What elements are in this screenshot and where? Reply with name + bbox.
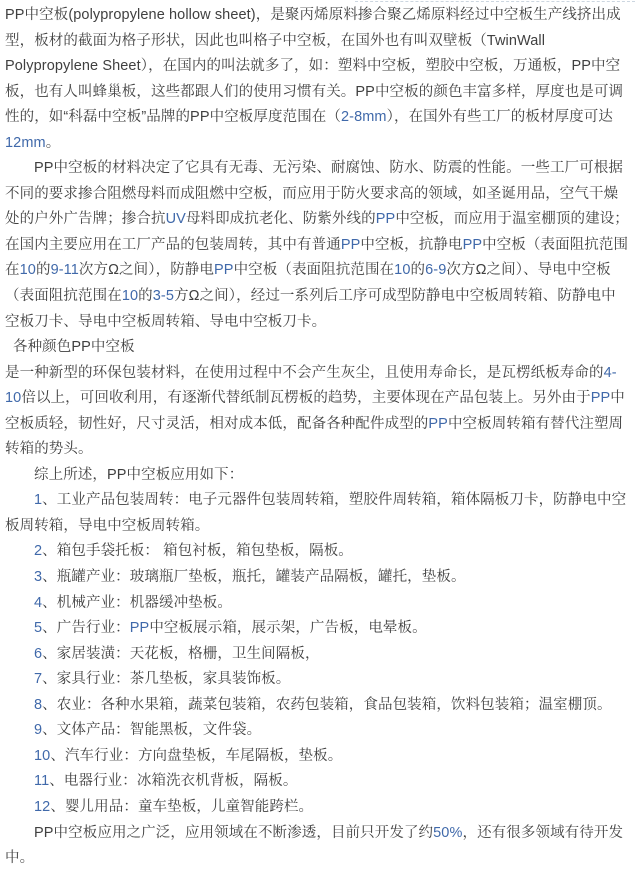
text-segment: 。 xyxy=(45,134,61,151)
text-segment: 中空板（表面阻抗范围在 xyxy=(233,262,395,279)
text-segment: 、婴儿用品：童车垫板，儿童智能跨栏。 xyxy=(50,798,314,815)
highlighted-text: 50% xyxy=(433,824,463,841)
text-segment: 综上所述，PP中空板应用如下： xyxy=(34,466,244,483)
highlighted-text: 10 xyxy=(34,747,51,764)
highlighted-text: 12 xyxy=(34,798,51,815)
eco-paragraph xyxy=(5,361,630,463)
text-segment: 中空板，而应用于温室棚顶的建设；在国内主要应用在工厂产品的包装周转，其中有普通 xyxy=(5,211,629,253)
text-segment: 、汽车行业：方向盘垫板，车尾隔板，垫板。 xyxy=(50,747,343,764)
text-segment: 、农业：各种水果箱，蔬菜包装箱，农药包装箱，食品包装箱，饮料包装箱；温室棚顶。 xyxy=(42,696,612,713)
highlighted-text: 2-8mm xyxy=(341,109,387,126)
highlighted-text: 7 xyxy=(34,671,43,688)
material-paragraph xyxy=(5,156,630,335)
text-segment: 、箱包手袋托板： 箱包衬板，箱包垫板，隔板。 xyxy=(42,543,353,560)
highlighted-text: 2 xyxy=(34,543,43,560)
highlighted-text: 6-9 xyxy=(425,262,447,279)
text-segment: 、文体产品：智能黑板，文件袋。 xyxy=(42,722,262,739)
highlighted-text: 6 xyxy=(34,645,43,662)
text-segment: PP中空板的材料决定了它具有无毒、无污染、耐腐蚀、防水、防震的性能。一些工厂可根据不同的要求掺合阻燃母料而成阻燃中空板，而应用于防火要求高的领域，如圣诞用品，空气干燥处的户外广告牌；掺合抗 xyxy=(5,160,623,228)
highlighted-text: 9-11 xyxy=(50,262,79,279)
text-segment: 中空板周转箱有替代注塑周转箱的势头。 xyxy=(5,415,624,458)
highlighted-text: 12mm xyxy=(5,134,46,151)
text-segment: 中空板展示箱，展示架，广告板，电晕板。 xyxy=(149,620,427,637)
text-segment: 各种颜色PP中空板 xyxy=(12,339,135,356)
highlighted-text: PP xyxy=(428,415,448,432)
highlighted-text: 4-10 xyxy=(5,364,617,407)
color-heading xyxy=(5,335,630,361)
highlighted-text: PP xyxy=(590,390,611,407)
highlighted-text: PP xyxy=(462,236,483,253)
list-item-4 xyxy=(5,591,630,617)
text-segment: 的 xyxy=(35,262,51,279)
highlighted-text: 4 xyxy=(34,594,43,611)
text-segment: ，还有很多领域有待开发中。 xyxy=(5,824,624,867)
text-segment: 次方Ω之间）、导电中空板（表面阻抗范围在 xyxy=(5,262,611,305)
text-segment: 、广告行业： xyxy=(42,620,130,637)
highlighted-text: PP xyxy=(340,236,361,253)
highlighted-text: PP xyxy=(129,620,150,637)
closing-paragraph xyxy=(5,821,630,872)
text-segment: 方Ω之间），经过一系列后工序可成型防静电中空板周转箱、防静电中空板刀卡、导电中空板周转箱、导电中空板刀卡。 xyxy=(5,288,616,330)
list-item-9 xyxy=(5,718,630,744)
summary-lead xyxy=(5,463,630,489)
text-segment: 、家具行业：茶几垫板，家具装饰板。 xyxy=(42,671,291,688)
highlighted-text: 3-5 xyxy=(152,288,175,305)
text-segment: 、机械产业：机器缓冲垫板。 xyxy=(42,594,232,611)
list-item-5 xyxy=(5,616,630,642)
highlighted-text: 5 xyxy=(34,620,43,637)
highlighted-text: 10 xyxy=(394,262,411,279)
list-item-6 xyxy=(5,642,630,668)
highlighted-text: 3 xyxy=(34,569,43,586)
highlighted-text: 9 xyxy=(34,722,43,739)
text-segment: 中空板（表面阻抗范围在 xyxy=(5,236,629,279)
text-segment: 的 xyxy=(410,262,426,279)
highlighted-text: 10 xyxy=(19,262,36,279)
text-segment: 、工业产品包装周转：电子元器件包装周转箱，塑胶件周转箱，箱体隔板刀卡，防静电中空板周转箱，导电中空板周转箱。 xyxy=(5,492,627,534)
text-segment: 是一种新型的环保包装材料，在使用过程中不会产生灰尘，且使用寿命长，是瓦楞纸板寿命的 xyxy=(5,364,604,381)
text-segment: ），在国外有些工厂的板材厚度可达 xyxy=(386,109,613,126)
text-segment: 次方Ω之间），防静电 xyxy=(78,262,215,279)
list-item-11 xyxy=(5,769,630,795)
highlighted-text: 1 xyxy=(34,492,43,509)
intro-paragraph xyxy=(5,3,630,156)
highlighted-text: 8 xyxy=(34,696,43,713)
text-segment: 、瓶罐产业：玻璃瓶厂垫板，瓶托，罐装产品隔板，罐托，垫板。 xyxy=(42,569,466,586)
text-segment: 、电器行业：冰箱洗衣机背板，隔板。 xyxy=(49,773,298,790)
text-segment: 中空板，抗静电 xyxy=(360,236,463,253)
highlighted-text: 10 xyxy=(121,288,139,305)
text-segment: 的 xyxy=(138,288,153,305)
highlighted-text: UV xyxy=(165,211,186,228)
highlighted-text: 11 xyxy=(34,773,50,790)
text-segment: 、家居装潢：天花板，格栅，卫生间隔板， xyxy=(42,645,320,662)
top-edge-artifact xyxy=(355,1,635,2)
highlighted-text: PP xyxy=(375,211,396,228)
list-item-7 xyxy=(5,667,630,693)
list-item-3 xyxy=(5,565,630,591)
highlighted-text: PP xyxy=(214,262,234,279)
list-item-2 xyxy=(5,539,630,565)
text-segment: 倍以上，可回收利用，有逐渐代替纸制瓦楞板的趋势，主要体现在产品包装上。另外由于 xyxy=(21,390,591,407)
list-item-10 xyxy=(5,744,630,770)
text-segment: 中空板质轻，韧性好，尺寸灵活，相对成本低，配备各种配件成型的 xyxy=(5,390,625,432)
list-item-8 xyxy=(5,693,630,719)
text-segment: PP中空板应用之广泛，应用领域在不断渗透，目前只开发了约 xyxy=(34,824,434,841)
text-segment: PP中空板(polypropylene hollow sheet)，是聚丙烯原料掺合聚乙烯原料经过中空板生产线挤出成型，板材的截面为格子形状，因此也叫格子中空板，在国外也有叫双壁板（TwinWall Polypropylene Sheet），在国内的叫法就多了，如：塑料中空板，塑胶中空板，万通板，PP中空板，也有人叫蜂巢板，这些都跟人们的使用习惯有关。PP中空板的颜色丰富多样，厚度也是可调性的，如“科磊中空板”品牌的PP中空板厚度范围在（ xyxy=(5,7,624,126)
text-segment: 母料即成抗老化、防紫外线的 xyxy=(185,211,376,228)
list-item-1 xyxy=(5,488,630,539)
